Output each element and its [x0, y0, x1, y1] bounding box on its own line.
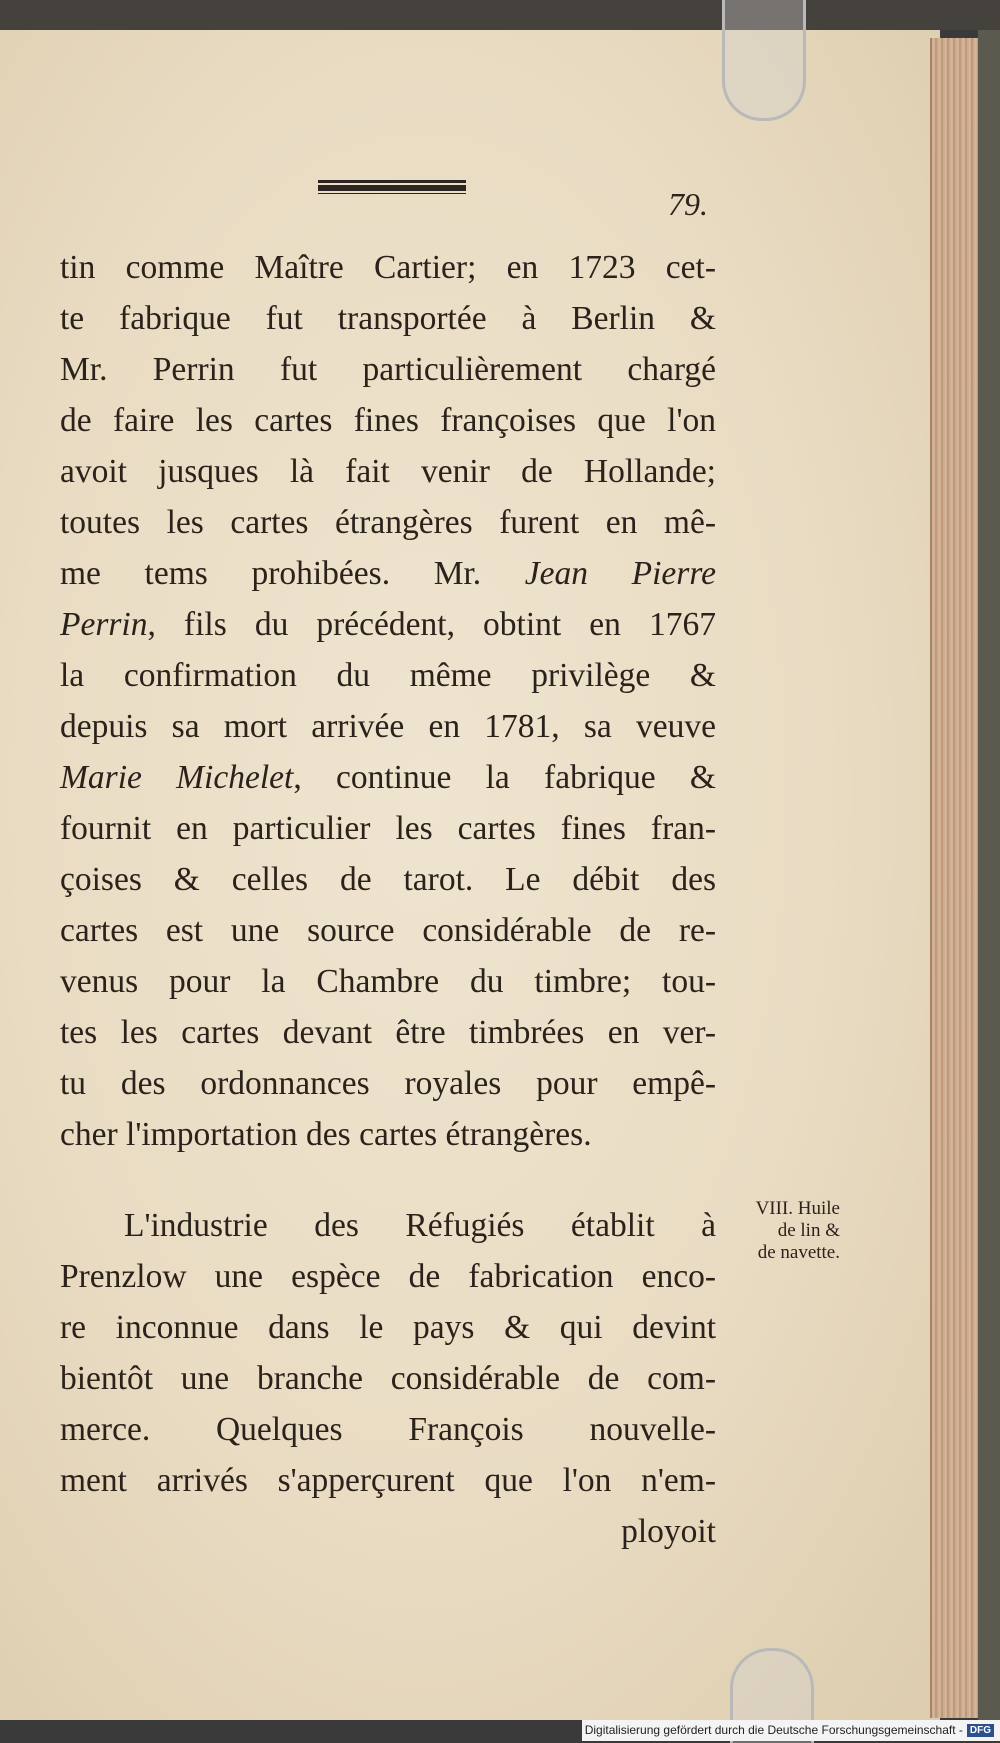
text-segment: , fils du précédent, obtint en 1767	[147, 606, 716, 643]
header-ornament-rule	[318, 178, 466, 194]
text-line: tin comme Maître Cartier; en 1723 cet-	[60, 249, 716, 286]
paragraph-gap	[60, 1160, 716, 1200]
scan-background	[0, 0, 1000, 30]
text-line: Prenzlow une espèce de fabrication enco-	[60, 1258, 716, 1295]
margin-note-line: de lin &	[777, 1220, 840, 1241]
catchword: ployoit	[621, 1513, 716, 1550]
text-line: Mr. Perrin fut particulièrement chargé	[60, 351, 716, 388]
text-line: ment arrivés s'apperçurent que l'on n'em-	[60, 1462, 716, 1499]
text-line: cartes est une source considérable de re-	[60, 912, 716, 949]
margin-note-line: VIII. Huile	[755, 1198, 840, 1219]
text-line: merce. Quelques François nouvelle-	[60, 1411, 716, 1448]
text-segment: me tems prohibées. Mr.	[60, 555, 525, 592]
margin-note	[720, 1198, 840, 1264]
digitization-footer	[582, 1720, 1000, 1741]
main-text	[60, 242, 716, 1557]
text-line: de faire les cartes fines françoises que l'on	[60, 402, 716, 439]
book-cover-edge	[978, 30, 1000, 1720]
text-line: toutes les cartes étrangères furent en mê-	[60, 504, 716, 541]
text-line: te fabrique fut transportée à Berlin &	[60, 300, 716, 337]
text-line: venus pour la Chambre du timbre; tou-	[60, 963, 716, 1000]
person-name: Marie Michelet	[60, 759, 294, 796]
text-line: çoises & celles de tarot. Le débit des	[60, 861, 716, 898]
text-line: L'industrie des Réfugiés établit à	[124, 1207, 716, 1244]
person-name: Perrin	[60, 606, 148, 643]
text-line: tu des ordonnances royales pour empê-	[60, 1065, 716, 1102]
text-line	[60, 548, 716, 599]
text-line: cher l'importation des cartes étrangères.	[60, 1116, 592, 1153]
text-line	[60, 752, 716, 803]
text-line: bientôt une branche considérable de com-	[60, 1360, 716, 1397]
person-name: Jean Pierre	[524, 555, 717, 592]
text-line: la confirmation du même privilège &	[60, 657, 716, 694]
text-segment: , continue la fabrique &	[293, 759, 716, 796]
page-edges	[930, 38, 980, 1718]
text-line: tes les cartes devant être timbrées en ver-	[60, 1014, 716, 1051]
page-clip-top	[722, 0, 806, 121]
text-line: avoit jusques là fait venir de Hollande;	[60, 453, 716, 490]
dfg-logo: DFG	[967, 1724, 994, 1737]
text-line: depuis sa mort arrivée en 1781, sa veuve	[60, 708, 716, 745]
text-line: fournit en particulier les cartes fines fran-	[60, 810, 716, 847]
text-line	[60, 599, 716, 650]
footer-text: Digitalisierung gefördert durch die Deutsche Forschungsgemeinschaft -	[584, 1723, 963, 1737]
margin-note-line: de navette.	[757, 1242, 840, 1263]
text-line: re inconnue dans le pays & qui devint	[60, 1309, 716, 1346]
page-number: 79.	[668, 186, 708, 222]
